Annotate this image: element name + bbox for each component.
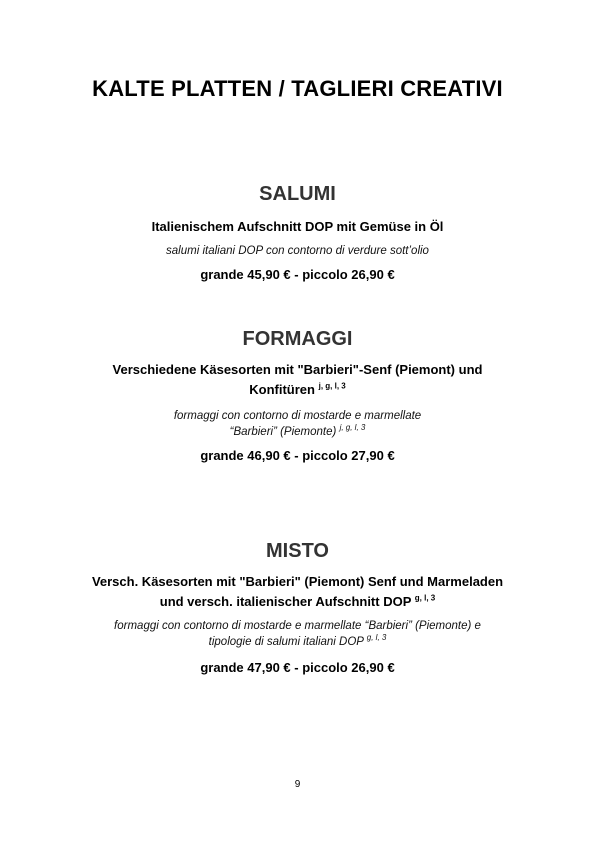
allergen-codes: j, g, l, 3 bbox=[339, 423, 366, 433]
allergen-codes: g, l, 3 bbox=[414, 593, 436, 603]
page-number: 9 bbox=[294, 779, 301, 790]
price: grande 46,90 € - piccolo 27,90 € bbox=[200, 448, 395, 463]
description-italian bbox=[40, 243, 555, 259]
description-german bbox=[40, 360, 555, 400]
description-italian-line: “Barbieri” (Piemonte) bbox=[229, 426, 337, 438]
description-italian-line: formaggi con contorno di mostarde e marmellate bbox=[173, 410, 422, 422]
section-heading: SALUMI bbox=[259, 183, 336, 205]
allergen-codes: g, l, 3 bbox=[366, 633, 387, 643]
price: grande 47,90 € - piccolo 26,90 € bbox=[200, 660, 395, 675]
description-italian-line: formaggi con contorno di mostarde e marmellate “Barbieri” (Piemonte) e bbox=[114, 620, 481, 632]
price: grande 45,90 € - piccolo 26,90 € bbox=[200, 267, 395, 282]
description-italian bbox=[20, 618, 575, 650]
section-salumi bbox=[40, 181, 555, 282]
section-misto bbox=[20, 538, 575, 675]
description-german bbox=[40, 217, 555, 237]
page-title: KALTE PLATTEN / TAGLIERI CREATIVI bbox=[92, 76, 503, 101]
allergen-codes: j, g, l, 3 bbox=[318, 381, 346, 391]
section-heading: MISTO bbox=[266, 540, 329, 562]
description-italian-line: salumi italiani DOP con contorno di verdure sott’olio bbox=[166, 245, 429, 257]
description-german bbox=[20, 572, 575, 612]
description-german-line: Konfitüren bbox=[249, 382, 315, 397]
section-formaggi bbox=[40, 326, 555, 463]
description-german-line: und versch. italienischer Aufschnitt DOP bbox=[159, 594, 412, 609]
description-german-line: Verschiedene Käsesorten mit "Barbieri"-Senf (Piemont) und bbox=[112, 362, 483, 377]
section-heading: FORMAGGI bbox=[242, 328, 353, 350]
description-german-line: Versch. Käsesorten mit "Barbieri" (Piemont) Senf und Marmeladen bbox=[91, 574, 504, 589]
description-italian-line: tipologie di salumi italiani DOP bbox=[208, 636, 364, 648]
description-italian bbox=[40, 408, 555, 440]
description-german-line: Italienischem Aufschnitt DOP mit Gemüse in Öl bbox=[151, 219, 444, 234]
